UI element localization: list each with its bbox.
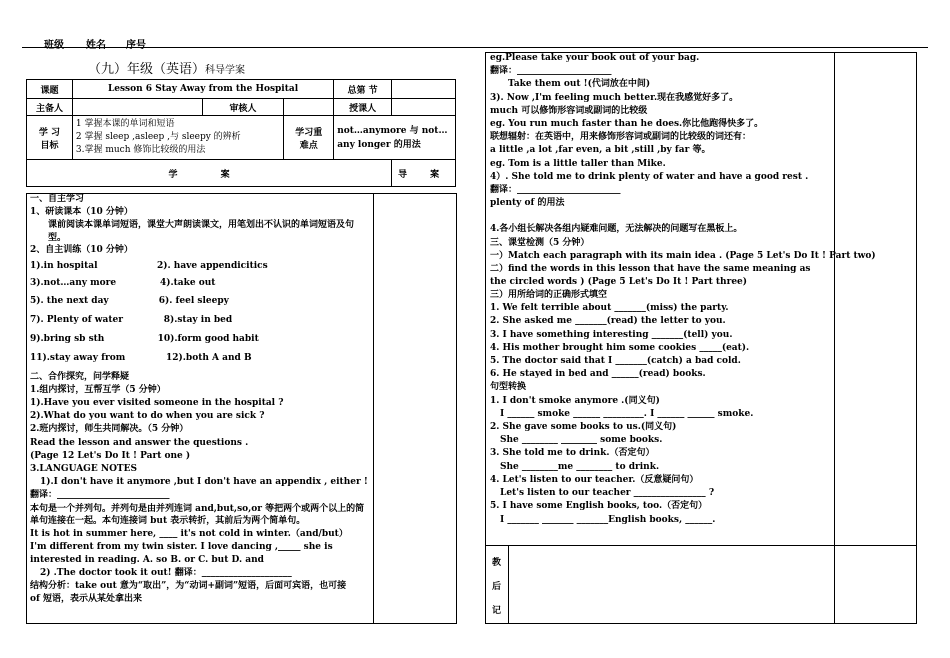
phrase-row: 1).in hospital 2). have appendicitics <box>30 260 268 271</box>
translation-blank: 翻译：_____________________ <box>490 66 612 77</box>
page-reference: (Page 12 Let's Do It ! Part one ) <box>30 450 191 461</box>
right-content <box>490 52 876 527</box>
total-label: 总第 节 <box>334 80 392 99</box>
right-guide-divider <box>834 52 835 624</box>
task: 二）find the words in this lesson that have the same meaning as the circled words ) (Page 5 Let's Do It ! Part three) <box>490 264 811 288</box>
task: 三）用所给词的正确形式填空 <box>490 290 608 301</box>
question: 1).Have you ever visited someone in the hospital ? <box>30 398 284 409</box>
reviewer-label: 审核人 <box>202 99 284 116</box>
example-sentence: 1).I don't have it anymore ,but I don't have an appendix , either ! <box>40 477 368 488</box>
exercise-item: 1. I don't smoke anymore .(同义句) <box>490 395 660 406</box>
preparer-label: 主备人 <box>27 99 73 116</box>
exercise: It is hot in summer here, ____ it's not cold in winter.（and/but） <box>30 528 348 539</box>
section-heading: 句型转换 <box>490 382 527 393</box>
phrase-row: 7). Plenty of water 8).stay in bed <box>30 314 233 325</box>
grammar-note: 联想辐射：在英语中，用来修饰形容词或副词的比较级的词还有： <box>490 132 752 143</box>
goal-item: 1 掌握本课的单词和短语 <box>75 119 175 129</box>
key-points: not…anymore 与 not…any longer 的用法 <box>334 116 456 160</box>
header-divider <box>22 47 928 48</box>
guide-label: 导 案 <box>392 160 456 187</box>
exercise-item: 3. I have something interesting _______(tell) you. <box>490 329 733 340</box>
instruction-text: 课前阅读本课单词短语，课堂大声朗读课文，用笔划出不认识的单词短语及句型。 <box>48 220 355 243</box>
phrase-row: 5). the next day 6). feel sleepy <box>30 295 229 306</box>
exercise-item: 5. I have some English books, too.（否定句） <box>490 501 708 512</box>
left-guide-divider <box>373 193 374 624</box>
reflection-divider <box>485 545 917 546</box>
phrase-row: 11).stay away from 12).both A and B <box>30 352 252 363</box>
step-heading: 2.班内探讨，师生共同解决。（5 分钟） <box>30 424 189 435</box>
exercise-answer: I ______ smoke ______ _________. I ______ ______ smoke. <box>500 408 754 419</box>
page-title <box>88 58 245 77</box>
exercise-item: 6. He stayed in bed and ______(read) books. <box>490 369 706 380</box>
section-heading: 二、合作探究，问学释疑 <box>30 371 130 382</box>
topic-value: Lesson 6 Stay Away from the Hospital <box>72 80 333 99</box>
class-label: 班级 <box>44 40 64 51</box>
exercise-item: 2. She asked me _______(read) the letter to you. <box>490 316 726 327</box>
title-main: （九）年级（英语） <box>88 62 206 77</box>
step-heading: 2、自主训练（10 分钟） <box>30 245 133 256</box>
study-content <box>30 193 370 606</box>
goals-list <box>72 116 283 160</box>
exercise-item: 3. She told me to drink.（否定句） <box>490 448 655 459</box>
grammar-note: of 短语，表示从某处拿出来 <box>30 594 143 605</box>
section-heading: 一、自主学习 <box>30 194 85 204</box>
number-label: 序号 <box>126 40 146 51</box>
example-sentence: 4）. She told me to drink plenty of water and have a good rest . <box>490 171 809 182</box>
exercise-answer: I _______ _______ _______English books, ______. <box>500 514 716 525</box>
topic-label: 课题 <box>27 80 73 99</box>
section-heading: 三、课堂检测（5 分钟） <box>490 237 590 248</box>
example-sentence: eg. Tom is a little taller than Mike. <box>490 158 666 169</box>
exercise-item: 5. The doctor said that I _______(catch) a bad cold. <box>490 356 741 367</box>
title-sub: 科导学案 <box>205 65 246 76</box>
goal-item: 3.掌握 much 修饰比较级的用法 <box>75 145 206 155</box>
phrase-row: 3).not…any more 4).take out <box>30 277 216 288</box>
grammar-note: 本句是一个并列句。并列句是由并列连词 and,but,so,or 等把两个或两个以上的简 单句连接在一起。本句连接词 but 表示转折，其前后为两个简单句。 <box>30 503 365 527</box>
key-label: 学习重 难点 <box>284 116 334 160</box>
name-label: 姓名 <box>86 40 106 51</box>
translation-blank: 翻译：_________________________ <box>30 490 170 501</box>
exercise-item: 4. Let's listen to our teacher.（反意疑问句） <box>490 474 699 485</box>
translation-blank: 翻译：_______________________ <box>490 185 621 196</box>
grammar-note: much 可以修饰形容词或副词的比较级 <box>490 105 648 116</box>
instruction-text: 4.各小组长解决各组内疑难问题，无法解决的问题写在黑板上。 <box>490 224 743 235</box>
example-sentence: eg.Please take your book out of your bag. <box>490 53 700 63</box>
reflection-label-divider <box>508 545 509 624</box>
question: 2).What do you want to do when you are sick ? <box>30 411 265 422</box>
exercise-item: 4. His mother brought him some cookies _____(eat). <box>490 342 750 353</box>
exercise-item: 2. She gave some books to us.(同义句) <box>490 422 677 433</box>
example-sentence: Take them out !(代词放在中间) <box>508 79 651 90</box>
example-sentence: 3). Now ,I'm feeling much better.现在我感觉好多了。 <box>490 92 739 103</box>
grammar-note: a little ,a lot ,far even, a bit ,still ,by far 等。 <box>490 145 711 156</box>
study-label: 学 案 <box>27 160 392 187</box>
lesson-info-table <box>26 79 456 187</box>
goal-label: 学 习 目标 <box>27 116 73 160</box>
exercise-answer: She ________me ________ to drink. <box>500 461 660 472</box>
task: 一）Match each paragraph with its main idea . (Page 5 Let's Do It ! Part two) <box>490 250 876 261</box>
example-sentence: eg. You run much faster than he does.你比他跑得快多了。 <box>490 119 764 130</box>
instruction-text: Read the lesson and answer the questions . <box>30 437 249 448</box>
grammar-note: plenty of 的用法 <box>490 198 565 209</box>
exercise: I'm different from my twin sister. I love dancing ,_____ she is interested in reading. A. so B. or C. but D. and <box>30 541 333 565</box>
step-heading: 3.LANGUAGE NOTES <box>30 464 137 475</box>
step-heading: 1、研读课本（10 分钟） <box>30 207 133 218</box>
exercise-answer: She ________ ________ some books. <box>500 435 663 446</box>
goal-item: 2 掌握 sleep ,asleep ,与 sleepy 的辨析 <box>75 132 241 142</box>
phrase-row: 9).bring sb sth 10).form good habit <box>30 333 259 344</box>
reflection-label: 教 后 记 <box>491 558 501 616</box>
teacher-label: 授课人 <box>334 99 392 116</box>
grammar-note: 结构分析：take out 意为“取出”，为“动词+副词”短语，后面可宾语，也可接 <box>30 581 347 592</box>
example-sentence: 2) .The doctor took it out! 翻译：____________________ <box>40 567 292 578</box>
exercise-answer: Let's listen to our teacher ________________ ? <box>500 488 715 499</box>
exercise-item: 1. We felt terrible about _______(miss) the party. <box>490 303 729 314</box>
step-heading: 1.组内探讨，互帮互学（5 分钟） <box>30 384 166 395</box>
